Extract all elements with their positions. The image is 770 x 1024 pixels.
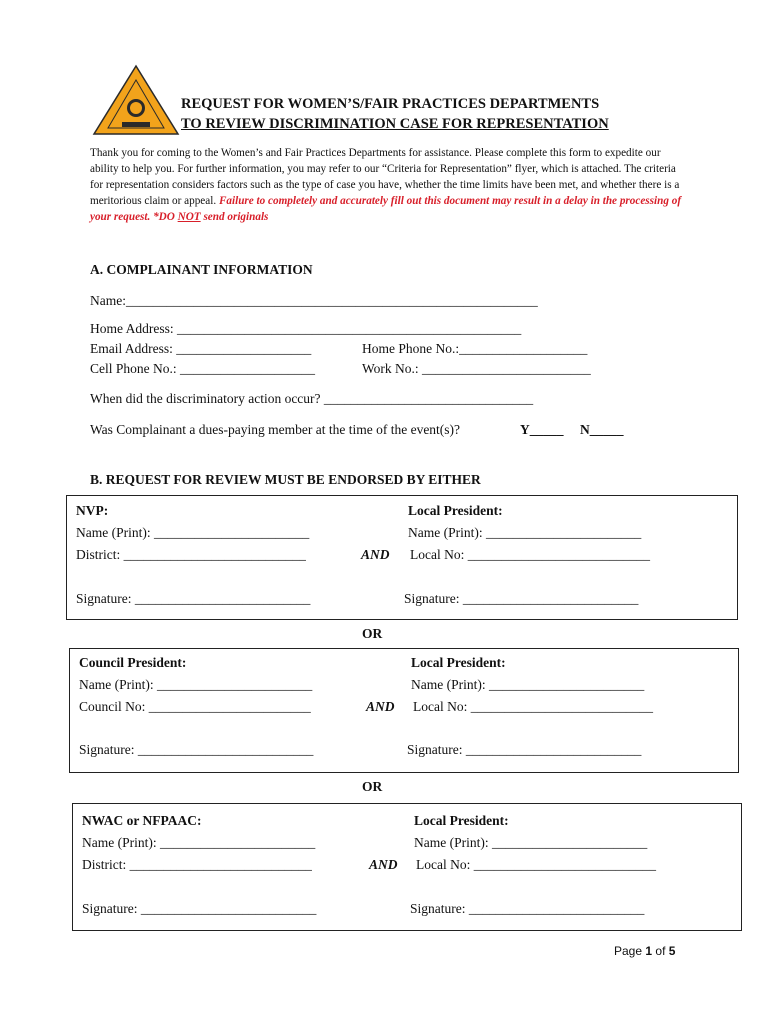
- cell-phone-field[interactable]: Cell Phone No.: ____________________: [90, 361, 315, 376]
- nvp-district-field[interactable]: District: ___________________________: [76, 547, 306, 562]
- section-a-heading: A. COMPLAINANT INFORMATION: [90, 262, 313, 277]
- local-president-signature-field-3[interactable]: Signature: __________________________: [410, 901, 645, 916]
- name-field[interactable]: Name:_____________________________________________________________: [90, 293, 538, 308]
- local-president-name-field-1[interactable]: Name (Print): _______________________: [408, 525, 642, 540]
- organization-logo: [92, 64, 180, 138]
- dues-no-field[interactable]: N_____: [580, 422, 624, 437]
- intro-warning-not: NOT: [177, 211, 201, 223]
- form-title: [181, 94, 609, 134]
- nvp-name-field[interactable]: Name (Print): _______________________: [76, 525, 310, 540]
- home-address-field[interactable]: Home Address: ___________________________________________________: [90, 321, 522, 336]
- council-signature-field[interactable]: Signature: __________________________: [79, 742, 314, 757]
- council-name-field[interactable]: Name (Print): _______________________: [79, 677, 313, 692]
- local-no-field-3[interactable]: Local No: ___________________________: [416, 857, 656, 872]
- council-president-title: Council President:: [79, 655, 187, 670]
- intro-text: Thank you for coming to the Women’s and Fair Practices Departments for assistance. Please complete this form to expedite our ability to help you. For further information, you may refer to our “Criteria for Representation” flyer, which is attached. The criteria for representation considers factors such as the type of case you have, whether the time limits have been met, and whether there is a meritorious claim or appeal.: [90, 147, 680, 207]
- occurrence-date-field[interactable]: When did the discriminatory action occur? _______________________________: [90, 391, 534, 406]
- local-no-field-1[interactable]: Local No: ___________________________: [410, 547, 650, 562]
- council-no-field[interactable]: Council No: ________________________: [79, 699, 311, 714]
- local-president-name-field-3[interactable]: Name (Print): _______________________: [414, 835, 648, 850]
- local-president-title-2: Local President:: [411, 655, 506, 670]
- local-president-title-3: Local President:: [414, 813, 509, 828]
- and-label: AND: [369, 857, 398, 872]
- intro-paragraph: [90, 145, 690, 225]
- nwac-signature-field[interactable]: Signature: __________________________: [82, 901, 317, 916]
- local-president-name-field-2[interactable]: Name (Print): _______________________: [411, 677, 645, 692]
- nwac-district-field[interactable]: District: ___________________________: [82, 857, 312, 872]
- local-president-signature-field-2[interactable]: Signature: __________________________: [407, 742, 642, 757]
- home-phone-field[interactable]: Home Phone No.:___________________: [362, 341, 588, 356]
- title-line-2: TO REVIEW DISCRIMINATION CASE FOR REPRESENTATION: [181, 116, 609, 132]
- local-no-field-2[interactable]: Local No: ___________________________: [413, 699, 653, 714]
- intro-warning: Failure to completely and accurately fill out this document may result in a delay in the processing of your request. *DO NOT send originals: [90, 195, 682, 223]
- email-address-field[interactable]: Email Address: ____________________: [90, 341, 312, 356]
- local-president-title-1: Local President:: [408, 503, 503, 518]
- and-label: AND: [366, 699, 395, 714]
- title-line-1: REQUEST FOR WOMEN’S/FAIR PRACTICES DEPARTMENTS: [181, 96, 600, 112]
- dues-paying-question: Was Complainant a dues-paying member at the time of the event(s)?: [90, 422, 461, 437]
- nwac-title: NWAC or NFPAAC:: [82, 813, 202, 828]
- local-president-signature-field-1[interactable]: Signature: __________________________: [404, 591, 639, 606]
- nwac-name-field[interactable]: Name (Print): _______________________: [82, 835, 316, 850]
- and-label: AND: [361, 547, 390, 562]
- work-no-field[interactable]: Work No.: _________________________: [362, 361, 591, 376]
- page-number: Page 1 of 5: [614, 944, 676, 958]
- section-b-heading: B. REQUEST FOR REVIEW MUST BE ENDORSED BY EITHER: [90, 472, 481, 487]
- nvp-title: NVP:: [76, 503, 109, 518]
- nvp-signature-field[interactable]: Signature: __________________________: [76, 591, 311, 606]
- or-label: OR: [362, 626, 383, 641]
- or-label: OR: [362, 779, 383, 794]
- dues-yes-field[interactable]: Y_____: [520, 422, 564, 437]
